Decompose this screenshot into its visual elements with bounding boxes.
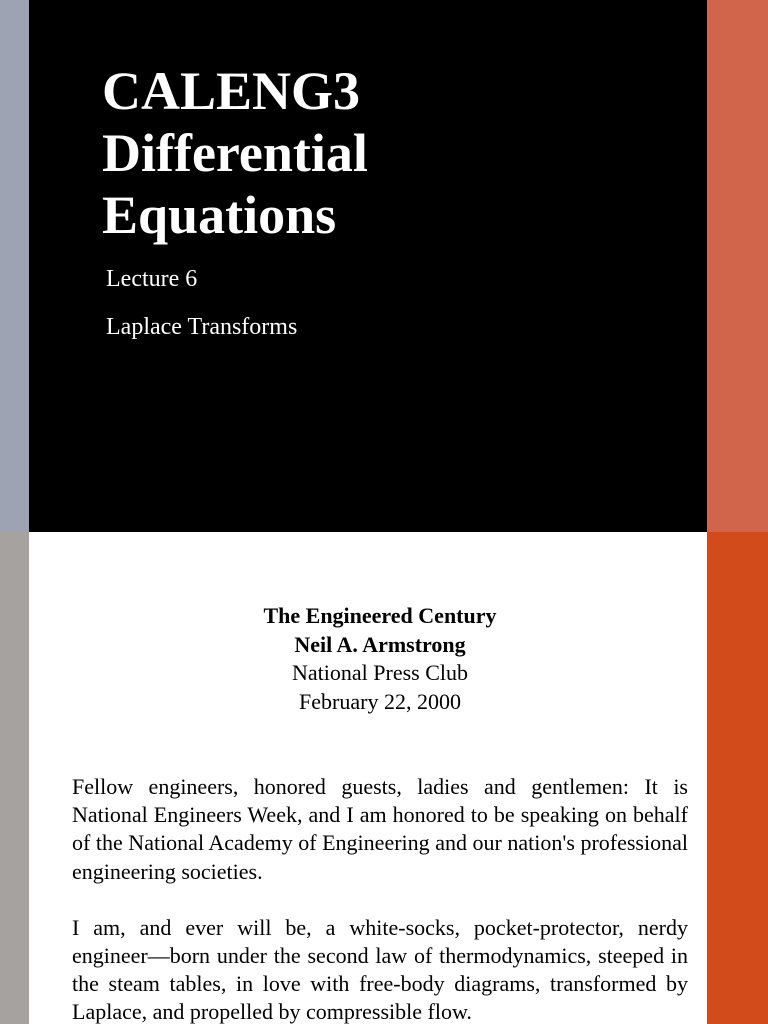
doc-right-band [707, 532, 768, 1024]
speech-paragraph: Fellow engineers, honored guests, ladies and gentlemen: It is National Engineers Week, and I am honored to be speaking on behalf of the National Academy of Engineering and our nation's professional engineering societies. [72, 774, 688, 884]
slide-title-line-2: Equations [102, 185, 337, 245]
speech-paragraph: I am, and ever will be, a white-socks, pocket-protector, nerdy engineer—born under the second law of thermodynamics, steeped in the steam tables, in love with free-body diagrams, transformed by Laplace, and propelled by compressible flow. [72, 914, 688, 1024]
speech-header [72, 602, 688, 716]
speech-document [0, 532, 768, 1024]
speech-author: Neil A. Armstrong [294, 631, 466, 657]
speech-date: February 22, 2000 [299, 688, 461, 714]
slide-right-band [707, 0, 768, 532]
speech-venue: National Press Club [292, 660, 468, 685]
doc-left-band [0, 532, 29, 1024]
slide-subtitle [106, 264, 297, 360]
slide-title-line-course: CALENG3 [102, 61, 361, 121]
slide-left-band [0, 0, 29, 532]
slide-title-line-1: Differential [102, 123, 368, 183]
slide-title [102, 60, 368, 246]
speech-title: The Engineered Century [263, 603, 497, 628]
speech-body [72, 773, 688, 1024]
lecture-number: Lecture 6 [106, 266, 198, 292]
lecture-topic: Laplace Transforms [106, 314, 298, 340]
